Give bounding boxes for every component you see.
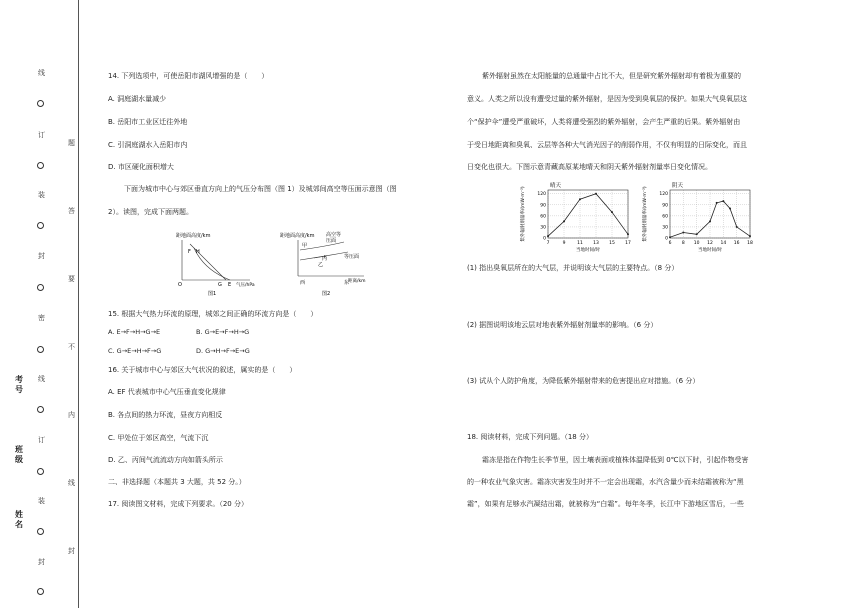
binding-hole <box>37 222 44 229</box>
q16-option-b: B. 各点间的热力环流，昼夜方向相反 <box>108 411 223 419</box>
q16-option-a: A. EF 代表城市中心气压垂直变化规律 <box>108 388 226 396</box>
gutter-char: 答 <box>68 207 75 215</box>
chart-xtick-label: 9 <box>562 241 566 246</box>
chart-point <box>749 235 751 237</box>
chart-ytick-label: 90 <box>662 203 668 209</box>
chart-xtick-label: 16 <box>733 241 740 246</box>
fig2-caption: 图2 <box>322 291 331 297</box>
chart-point <box>709 220 711 222</box>
gutter-char: 线 <box>68 479 75 487</box>
q18-stem: 18. 阅读材料，完成下列问题。（18 分） <box>467 433 593 441</box>
chart-series-line <box>548 194 628 237</box>
q14-option-c: C. 引洞庭湖水入岳阳市内 <box>108 141 188 149</box>
binding-gutter <box>0 0 90 608</box>
chart-point <box>722 200 724 202</box>
chart-ytick-label: 120 <box>537 192 546 198</box>
fig1-label-h: H <box>196 249 200 255</box>
q15-option-c: C. G→E→H→F→G <box>108 347 162 355</box>
uv-para-line3: 个“保护伞”遭受严重破坏，人类将遭受强烈的紫外辐射，会产生严重的后果。紫外辐射由 <box>467 118 741 126</box>
q15-option-d: D. G→H→F→E→G <box>196 347 250 355</box>
fig2-label-bing: 丙 <box>322 256 328 262</box>
chart-point <box>579 198 581 200</box>
fig2-ylabel: 距地面高度/km <box>280 233 315 239</box>
q16-stem: 16. 关于城市中心与郊区大气状况的叙述，属实的是（ ） <box>108 366 297 374</box>
chart-xtick-label: 15 <box>609 241 615 246</box>
fig1-label-o: O <box>178 282 182 288</box>
chart-ytick-label: 0 <box>543 236 546 242</box>
binding-hole <box>37 406 44 413</box>
fig2-west: 西 <box>300 280 306 286</box>
gutter-char: 密 <box>38 314 45 322</box>
chart-xtick-label: 8 <box>681 241 685 246</box>
section-2-heading: 二、非选择题（本题共 3 大题，共 52 分。） <box>108 478 246 486</box>
gutter-char: 不 <box>68 343 75 351</box>
chart-xtick-label: 14 <box>720 241 727 246</box>
chart-point <box>627 233 629 235</box>
frost-para-line3: 霜”，如果有足够水汽凝结出霜，就被称为“白霜”。每年冬季，长江中下游地区雪后，一些 <box>467 500 744 508</box>
fig1-label-e: E <box>228 282 232 288</box>
chart-ytick-label: 90 <box>540 203 546 209</box>
q17-sub3: (3) 试从个人防护角度，为降低紫外辐射带来的危害提出应对措施。（6 分） <box>467 377 700 385</box>
q14-stem: 14. 下列选项中，可使岳阳市湖风增强的是（ ） <box>108 72 269 80</box>
gutter-char: 订 <box>38 131 45 139</box>
chart-xtick-label: 13 <box>593 241 599 246</box>
uv-para-line2: 意义。人类之所以没有遭受过量的紫外辐射，是因为受到臭氧层的保护。如果大气臭氧层这 <box>467 95 747 103</box>
uv-para-line4: 于受日地距离和臭氧、云层等各种大气消光因子的削弱作用，不仅有明显的日际变化，而且 <box>467 141 747 149</box>
gutter-char: 封 <box>38 252 45 260</box>
binding-hole <box>37 468 44 475</box>
chart-xtick-label: 18 <box>747 241 753 246</box>
fig2-isobar-label: 等压面 <box>344 254 360 260</box>
q15-option-a: A. E→F→H→G→E <box>108 328 161 336</box>
fig1-ylabel: 距地面高度/km <box>176 233 211 239</box>
gutter-char: 订 <box>38 436 45 444</box>
q16-option-c: C. 甲处位于郊区高空，气流下沉 <box>108 434 209 442</box>
fig1-label-g: G <box>218 282 222 288</box>
fig2-east: 东 <box>344 280 350 286</box>
q14-option-a: A. 洞庭湖水量减少 <box>108 95 167 103</box>
fig2-label-high-1: 高空等 <box>326 232 342 238</box>
gutter-char: 线 <box>38 375 45 383</box>
chart-point <box>729 207 731 209</box>
q15-option-b: B. G→E→F→H→G <box>196 328 250 336</box>
uv-para-line5: 日变化也很大。下图示意青藏高原某地晴天和阴天紫外辐射剂量率日变化情况。 <box>467 163 712 171</box>
q14-option-d: D. 市区硬化面积增大 <box>108 163 174 171</box>
uv-chart-sunny <box>518 180 636 252</box>
gutter-char: 封 <box>68 547 75 555</box>
fig2-label-high-2: 压面 <box>326 238 337 244</box>
binding-line <box>78 0 79 608</box>
gutter-char: 封 <box>38 558 45 566</box>
figure-intro-line1: 下面为城市中心与郊区垂直方向上的气压分布图（图 1）及城郊间高空等压面示意图（图 <box>124 185 397 193</box>
fig1-caption: 图1 <box>208 291 217 297</box>
fig1-xlabel: 气压/hPa <box>236 283 255 288</box>
chart-point <box>595 193 597 195</box>
chart-ytick-label: 60 <box>662 214 668 220</box>
chart-xtick-label: 17 <box>625 241 631 246</box>
chart-xtick-label: 12 <box>707 241 713 246</box>
figure-2-isobaric-surface <box>278 230 378 298</box>
frost-para-line2: 的一种农业气象灾害。霜冻灾害发生时并不一定会出现霜，水汽含量少而未结霜被称为“黑 <box>467 478 744 486</box>
chart-point <box>682 231 684 233</box>
chart-xtick-label: 10 <box>693 241 700 246</box>
chart-ytick-label: 0 <box>665 236 668 242</box>
gutter-char: 内 <box>68 411 75 419</box>
gutter-char: 题 <box>68 139 75 147</box>
name-label: 姓名 <box>15 510 23 529</box>
frost-para-line1: 霜冻是指在作物生长季节里，因土壤表面或植株体温降低到 0℃以下时，引起作物受害 <box>482 456 749 464</box>
chart-point <box>547 235 549 237</box>
q14-option-b: B. 岳阳市工业区迁往外地 <box>108 118 188 126</box>
figure-1-pressure-profile <box>168 230 258 298</box>
gutter-char: 装 <box>38 191 45 199</box>
binding-hole <box>37 100 44 107</box>
chart-ytick-label: 120 <box>659 192 668 198</box>
q17-sub2: (2) 据图说明该地云层对地表紫外辐射剂量率的影响。（6 分） <box>467 321 658 329</box>
gutter-char: 装 <box>38 497 45 505</box>
q17-sub1: (1) 指出臭氧层所在的大气层，并说明该大气层的主要特点。（8 分） <box>467 264 679 272</box>
chart-point <box>716 202 718 204</box>
chart-ylabel: 紫外辐射剂量率/(mW·m⁻²) <box>521 186 526 242</box>
uv-chart-cloudy <box>640 180 758 252</box>
binding-hole <box>37 588 44 595</box>
chart-frame <box>548 190 628 238</box>
binding-hole <box>37 284 44 291</box>
chart-ytick-label: 30 <box>540 225 546 231</box>
binding-hole <box>37 162 44 169</box>
figure-intro-line2: 2）。读图，完成下面两题。 <box>108 208 193 216</box>
q17-stem: 17. 阅读图文材料，完成下列要求。（20 分） <box>108 500 248 508</box>
gutter-char: 线 <box>38 69 45 77</box>
gutter-char: 要 <box>68 275 75 283</box>
chart-ytick-label: 30 <box>662 225 668 231</box>
binding-hole <box>37 346 44 353</box>
chart-xtick-label: 6 <box>668 241 672 246</box>
q15-stem: 15. 根据大气热力环流的原理，城郊之间正确的环流方向是（ ） <box>108 310 318 318</box>
class-label: 班级 <box>15 445 23 464</box>
chart-xtick-label: 11 <box>577 241 583 246</box>
chart-xtick-label: 7 <box>546 241 550 246</box>
chart-title: 晴天 <box>550 183 562 189</box>
chart-xlabel: 当地时间/时 <box>697 248 723 252</box>
uv-para-line1: 紫外辐射虽然在太阳能量的总通量中占比不大，但是研究紫外辐射却有着极为重要的 <box>482 72 741 80</box>
chart-point <box>669 236 671 238</box>
chart-point <box>563 220 565 222</box>
chart-point <box>611 211 613 213</box>
exam-number-label: 考号 <box>15 375 23 394</box>
chart-point <box>696 233 698 235</box>
fig1-label-f: F <box>188 249 191 255</box>
chart-ytick-label: 60 <box>540 214 546 220</box>
q16-option-d: D. 乙、丙间气流流动方向如箭头所示 <box>108 456 223 464</box>
binding-hole <box>37 528 44 535</box>
fig2-xlabel: 距离/km <box>348 279 366 284</box>
chart-title: 阴天 <box>672 183 684 189</box>
chart-ylabel: 紫外辐射剂量率/(mW·m⁻²) <box>643 186 648 242</box>
chart-point <box>736 226 738 228</box>
fig2-label-yi: 乙 <box>318 262 324 268</box>
fig2-label-jia: 甲 <box>302 243 308 249</box>
chart-xlabel: 当地时间/时 <box>575 248 601 252</box>
